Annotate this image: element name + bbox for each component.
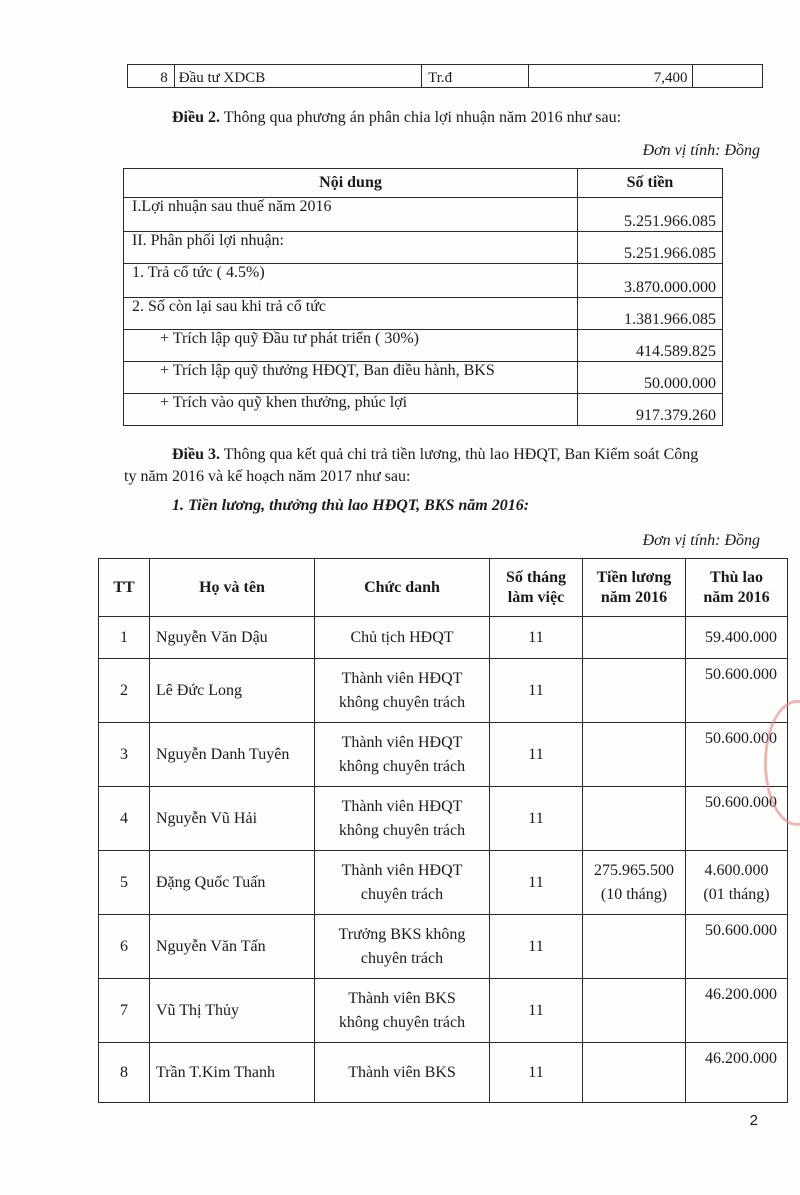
row-item: Đầu tư XDCB <box>174 65 421 88</box>
table-row <box>124 264 723 298</box>
row-title <box>315 787 490 851</box>
row-title-line1: Thành viên HĐQT <box>341 733 463 751</box>
row-amount: 917.379.260 <box>578 394 723 426</box>
row-content: + Trích lập quỹ thưởng HĐQT, Ban điều hành, BKS <box>124 362 578 394</box>
table-row <box>99 617 788 659</box>
header-fee <box>686 559 788 617</box>
row-title-line1: Thành viên BKS <box>348 1063 456 1081</box>
row-months: 11 <box>490 723 583 787</box>
page-number: 2 <box>749 1112 758 1129</box>
article3-heading <box>172 445 698 465</box>
row-amount: 3.870.000.000 <box>578 264 723 298</box>
row-name: Trần T.Kim Thanh <box>150 1043 315 1103</box>
table-row <box>99 659 788 723</box>
row-fee: 50.600.000 <box>686 787 788 851</box>
salary-table <box>98 558 788 1103</box>
row-title-line1: Thành viên HĐQT <box>341 797 463 815</box>
table-row <box>99 851 788 915</box>
row-fee: 50.600.000 <box>686 723 788 787</box>
row-title-line1: Thành viên HĐQT <box>341 861 463 879</box>
table-row <box>99 915 788 979</box>
row-fee-line2: (01 tháng) <box>703 885 770 903</box>
table-row <box>99 787 788 851</box>
row-title <box>315 1043 490 1103</box>
article3-label: Điều 3. <box>172 446 220 463</box>
row-amount: 50.000.000 <box>578 362 723 394</box>
row-fee: 46.200.000 <box>686 979 788 1043</box>
row-tt: 3 <box>99 723 150 787</box>
row-tt: 1 <box>99 617 150 659</box>
row-months: 11 <box>490 617 583 659</box>
table-header-row <box>99 559 788 617</box>
row-name: Nguyễn Văn Tấn <box>150 915 315 979</box>
header-title: Chức danh <box>315 559 490 617</box>
row-title-line1: Trưởng BKS không <box>338 925 466 943</box>
row-amount: 414.589.825 <box>578 330 723 362</box>
row-content: 1. Trả cổ tức ( 4.5%) <box>124 264 578 298</box>
row-tt: 8 <box>99 1043 150 1103</box>
row-tt: 2 <box>99 659 150 723</box>
row-fee: 50.600.000 <box>686 659 788 723</box>
table-row <box>124 330 723 362</box>
row-tt: 6 <box>99 915 150 979</box>
table-row <box>99 979 788 1043</box>
row-unit: Tr.đ <box>422 65 528 88</box>
row-salary <box>583 915 686 979</box>
row-title <box>315 851 490 915</box>
row-title-line2: không chuyên trách <box>338 821 466 839</box>
row-title-line2: không chuyên trách <box>338 757 466 775</box>
row-salary <box>583 979 686 1043</box>
header-months <box>490 559 583 617</box>
row-title-line1: Chủ tịch HĐQT <box>350 628 454 646</box>
header-fee-line2: năm 2016 <box>703 588 770 606</box>
row-title <box>315 723 490 787</box>
row-name: Lê Đức Long <box>150 659 315 723</box>
article2-label: Điều 2. <box>172 109 220 126</box>
header-months-line2: làm việc <box>507 588 565 606</box>
row-salary-line2: (10 tháng) <box>600 885 668 903</box>
header-fee-line1: Thù lao <box>710 568 763 586</box>
row-months: 11 <box>490 851 583 915</box>
row-title-line1: Thành viên BKS <box>348 989 456 1007</box>
row-salary-line1: 275.965.500 <box>594 861 674 879</box>
row-title-line2: chuyên trách <box>360 949 444 967</box>
article3-unit: Đơn vị tính: Đồng <box>642 532 760 549</box>
row-title <box>315 915 490 979</box>
row-tt: 5 <box>99 851 150 915</box>
table-row <box>124 232 723 264</box>
header-salary-line2: năm 2016 <box>600 588 668 606</box>
article3-text-line1: Thông qua kết quả chi trả tiền lương, thù lao HĐQT, Ban Kiểm soát Công <box>220 446 699 463</box>
row-title <box>315 659 490 723</box>
row-months: 11 <box>490 787 583 851</box>
profit-distribution-table <box>123 168 723 426</box>
row-title-line2: không chuyên trách <box>338 1013 466 1031</box>
row-name: Nguyễn Văn Dậu <box>150 617 315 659</box>
row-salary <box>583 723 686 787</box>
table-row <box>99 723 788 787</box>
header-salary-line1: Tiền lương <box>596 568 672 586</box>
row-salary <box>583 851 686 915</box>
row-title <box>315 617 490 659</box>
article2-text: Thông qua phương án phân chia lợi nhuận năm 2016 như sau: <box>220 109 622 126</box>
header-amount: Số tiền <box>578 169 723 198</box>
article2-unit: Đơn vị tính: Đồng <box>642 142 760 159</box>
table-row <box>124 298 723 330</box>
row-salary <box>583 1043 686 1103</box>
header-content: Nội dung <box>124 169 578 198</box>
row-value: 7,400 <box>528 65 692 88</box>
row-amount: 1.381.966.085 <box>578 298 723 330</box>
row-months: 11 <box>490 915 583 979</box>
row-tt: 7 <box>99 979 150 1043</box>
table-row <box>99 1043 788 1103</box>
row-amount: 5.251.966.085 <box>578 232 723 264</box>
header-salary <box>583 559 686 617</box>
row-months: 11 <box>490 659 583 723</box>
row-fee: 50.600.000 <box>686 915 788 979</box>
row-empty-cell <box>692 65 762 88</box>
row-tt: 4 <box>99 787 150 851</box>
row-months: 11 <box>490 979 583 1043</box>
table-header-row <box>124 169 723 198</box>
row-content: II. Phân phối lợi nhuận: <box>124 232 578 264</box>
row-salary <box>583 659 686 723</box>
row-title-line1: Thành viên HĐQT <box>341 669 463 687</box>
table-row <box>124 362 723 394</box>
row-fee: 46.200.000 <box>686 1043 788 1103</box>
row-title <box>315 979 490 1043</box>
row-fee-line1: 4.600.000 <box>704 861 769 879</box>
row-name: Nguyễn Danh Tuyên <box>150 723 315 787</box>
row-title-line2: không chuyên trách <box>338 693 466 711</box>
row-number: 8 <box>128 65 175 88</box>
row-content: + Trích lập quỹ Đầu tư phát triển ( 30%) <box>124 330 578 362</box>
header-tt: TT <box>99 559 150 617</box>
row-content: I.Lợi nhuận sau thuế năm 2016 <box>124 198 578 232</box>
article3-text-line2: ty năm 2016 và kế hoạch năm 2017 như sau: <box>124 468 411 485</box>
investment-table-row <box>127 64 763 88</box>
table-row <box>124 198 723 232</box>
row-salary <box>583 617 686 659</box>
row-fee: 59.400.000 <box>686 617 788 659</box>
header-months-line1: Số tháng <box>505 568 567 586</box>
row-amount: 5.251.966.085 <box>578 198 723 232</box>
table-row <box>124 394 723 426</box>
article2-heading <box>172 108 621 128</box>
row-salary <box>583 787 686 851</box>
row-content: 2. Số còn lại sau khi trả cổ tức <box>124 298 578 330</box>
row-name: Nguyễn Vũ Hải <box>150 787 315 851</box>
row-title-line2: chuyên trách <box>360 885 444 903</box>
row-name: Vũ Thị Thủy <box>150 979 315 1043</box>
row-content: + Trích vào quỹ khen thưởng, phúc lợi <box>124 394 578 426</box>
header-name: Họ và tên <box>150 559 315 617</box>
article3-subheading: 1. Tiền lương, thưởng thù lao HĐQT, BKS năm 2016: <box>172 497 530 514</box>
row-fee <box>686 851 788 915</box>
row-name: Đặng Quốc Tuấn <box>150 851 315 915</box>
row-months: 11 <box>490 1043 583 1103</box>
